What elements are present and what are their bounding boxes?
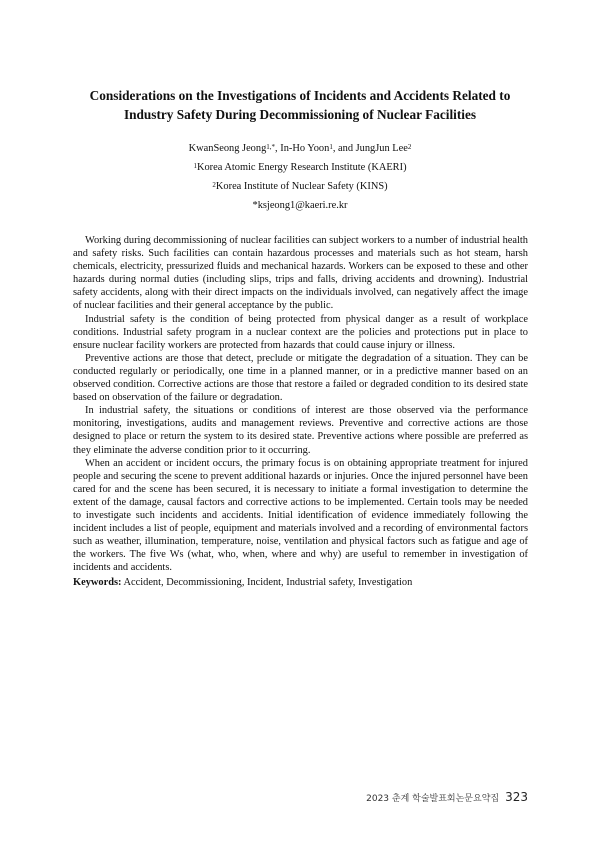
author-1-sup: 1,* bbox=[266, 143, 276, 151]
affiliation-1-text: Korea Atomic Energy Research Institute (KAERI) bbox=[196, 162, 407, 173]
keywords-list: Accident, Decommissioning, Incident, Industrial safety, Investigation bbox=[121, 577, 413, 588]
page-footer bbox=[366, 790, 528, 804]
author-block bbox=[60, 141, 540, 217]
paragraph-2: Industrial safety is the condition of being protected from physical danger as a result of workplace conditions. Industrial safety program in a nuclear context are the policies and protections put in place to ensure nuclear facility workers are protected from hazards that could cause injury or illness. bbox=[73, 313, 528, 351]
author-email: *ksjeong1@kaeri.re.kr bbox=[252, 200, 348, 211]
paragraph-1: Working during decommissioning of nuclear facilities can subject workers to a number of industrial health and safety risks. Such facilities can contain hazardous processes and materials such as hot steam, harsh chemicals, electricity, pressurized fluids and mechanical hazards. Workers can be exposed to these and other hazards during normal duties (including slips, trips and falls, driving accidents and drowning). Industrial safety accidents, along with their direct impacts on the individuals involved, can negatively affect the image of nuclear facilities and their general acceptance by the public. bbox=[73, 235, 528, 312]
title-line-1: Considerations on the Investigations of Incidents and Accidents Related to bbox=[89, 88, 511, 103]
paragraph-5: When an accident or incident occurs, the primary focus is on obtaining appropriate treatment for injured people and securing the scene to prevent additional hazards or injuries. Once the injured personnel have been cared for and the scene has been secured, it is necessary to initiate a formal investigation to determine the extent of the damage, causal factors and corrective actions to be implemented. Certain tools may be needed to investigate such incidents and accidents. Initial identification of evidence immediately following the incident includes a list of people, equipment and materials involved and a recording of environmental factors such as weather, illumination, temperature, noise, ventilation and physical factors such as fatigue and age of the workers. The five Ws (what, who, when, where and why) are useful to remember in investigation of incidents and accidents. bbox=[73, 457, 528, 574]
proceedings-title: 2023 춘계 학술발표회논문요약집 bbox=[366, 794, 500, 804]
affiliation-2-text: Korea Institute of Nuclear Safety (KINS) bbox=[215, 181, 388, 192]
author-2-sup: 1 bbox=[329, 143, 333, 151]
paragraph-4: In industrial safety, the situations or conditions of interest are those observed via the performance monitoring, investigations, audits and management reviews. Preventive and corrective actions are those designed to place or return the system to its desired state. Preventive actions where possible are preferred as they eliminate the adverse condition prior to it occurring. bbox=[73, 405, 528, 456]
affiliation-2-sup: 2 bbox=[212, 181, 216, 189]
title-line-2: Industry Safety During Decommissioning of Nuclear Facilities bbox=[123, 107, 477, 122]
affiliation-1-sup: 1 bbox=[193, 162, 197, 170]
keywords-line bbox=[73, 576, 528, 589]
author-separator: , and bbox=[332, 143, 356, 154]
author-1-name: KwanSeong Jeong bbox=[188, 143, 267, 154]
affiliation-1 bbox=[60, 160, 540, 176]
author-3-name: JungJun Lee bbox=[355, 143, 408, 154]
author-2-name: In-Ho Yoon bbox=[280, 143, 330, 154]
paper-title bbox=[60, 86, 540, 124]
paragraph-3: Preventive actions are those that detect, preclude or mitigate the degradation of a situation. They can be conducted regularly or periodically, one time in a planned manner, or in a predictive manner based on an observed condition. Corrective actions are those that restore a failed or degraded condition to its desired state based on observation of the failure or degradation. bbox=[73, 352, 528, 404]
affiliation-2 bbox=[60, 179, 540, 195]
author-list bbox=[60, 141, 540, 157]
keywords-label: Keywords: bbox=[73, 577, 122, 588]
abstract-body bbox=[73, 234, 528, 574]
author-separator: , bbox=[275, 143, 281, 154]
author-3-sup: 2 bbox=[407, 143, 412, 151]
page-number: 323 bbox=[505, 790, 528, 804]
